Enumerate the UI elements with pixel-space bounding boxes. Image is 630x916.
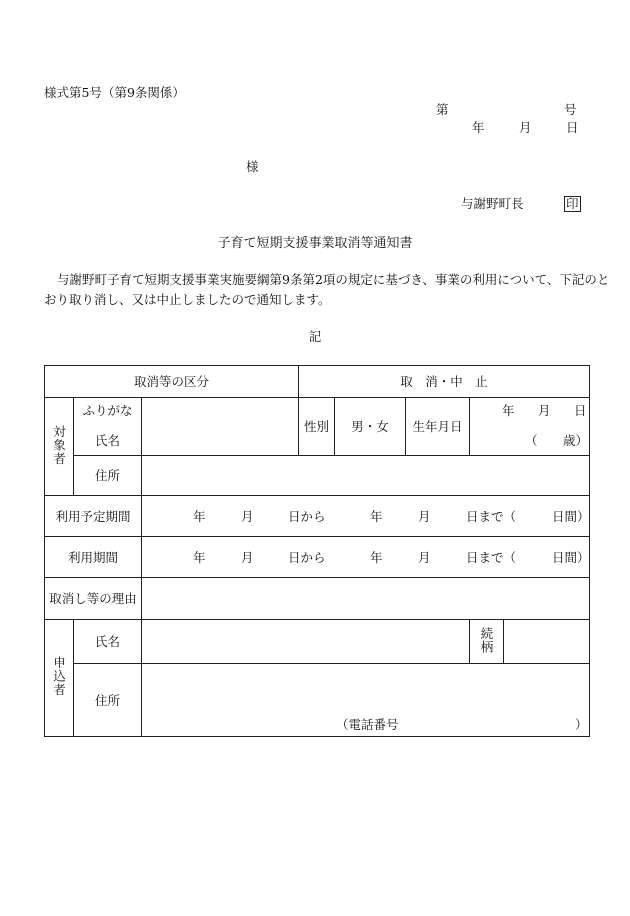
pp-from-month: 月	[241, 509, 254, 524]
birth-month: 月	[538, 403, 551, 418]
period-field[interactable]	[142, 537, 590, 578]
subject-label: 対象者	[51, 424, 67, 466]
birth-year: 年	[502, 403, 515, 418]
issuer-name: 与謝野町長	[461, 196, 524, 211]
p-to-year: 年	[370, 550, 383, 565]
p-from-year: 年	[193, 550, 206, 565]
pp-to-month: 月	[418, 509, 431, 524]
p-to-month: 月	[418, 550, 431, 565]
planned-period-label: 利用予定期間	[45, 496, 142, 537]
furigana-name-labels	[74, 398, 142, 456]
pp-to-day: 日まで（	[466, 509, 517, 524]
relation-label: 続柄	[479, 626, 495, 654]
birth-day: 日	[574, 403, 587, 418]
p-from-month: 月	[241, 550, 254, 565]
date-month: 月	[519, 120, 532, 135]
planned-period-field[interactable]	[142, 496, 590, 537]
notification-form-table	[44, 365, 590, 737]
age-close: 歳）	[563, 433, 589, 448]
birthdate-label: 生年月日	[406, 398, 470, 456]
category-value: 取 消・中 止	[299, 366, 590, 398]
pp-days: 日間）	[552, 509, 590, 524]
applicant-address-field[interactable]	[142, 664, 590, 737]
seal-mark	[564, 196, 581, 212]
relation-field[interactable]	[504, 620, 590, 664]
p-to-day: 日まで（	[466, 550, 517, 565]
reason-field[interactable]	[142, 578, 590, 620]
category-row	[45, 366, 590, 398]
period-row	[45, 537, 590, 578]
document-title: 子育て短期支援事業取消等通知書	[217, 236, 413, 251]
name-label: 氏名	[94, 433, 120, 448]
body-line-2: おり取り消し、又は中止しましたので通知します。	[44, 292, 331, 307]
age-open: （	[525, 433, 538, 448]
p-from-day: 日から	[288, 550, 326, 565]
date-day: 日	[566, 120, 579, 135]
subject-address-row	[45, 456, 590, 496]
reason-label: 取消し等の理由	[45, 578, 142, 620]
date-year: 年	[472, 120, 485, 135]
applicant-address-label: 住所	[74, 664, 142, 737]
gender-label: 性別	[299, 398, 335, 456]
applicant-name-field[interactable]	[142, 620, 470, 664]
category-label: 取消等の区分	[45, 366, 299, 398]
body-line-1: 与謝野町子育て短期支援事業実施要綱第9条第2項の規定に基づき、事業の利用について、下記のと	[57, 272, 610, 287]
birthdate-field[interactable]	[470, 398, 590, 456]
furigana-label: ふりがな	[82, 403, 133, 418]
pp-to-year: 年	[370, 509, 383, 524]
addressee-suffix: 様	[246, 159, 259, 174]
planned-period-row	[45, 496, 590, 537]
document-number-prefix: 第	[436, 102, 449, 117]
subject-label-cell	[45, 398, 74, 496]
period-label: 利用期間	[45, 537, 142, 578]
subject-name-field[interactable]	[142, 398, 299, 456]
applicant-name-row	[45, 620, 590, 664]
reason-row	[45, 578, 590, 620]
applicant-label-cell	[45, 620, 74, 737]
document-number-suffix: 号	[564, 102, 577, 117]
subject-name-row	[45, 398, 590, 456]
subject-address-field[interactable]	[142, 456, 590, 496]
applicant-address-row	[45, 664, 590, 737]
applicant-label: 申込者	[51, 656, 67, 697]
address-label: 住所	[74, 456, 142, 496]
pp-from-year: 年	[193, 509, 206, 524]
seal-label: 印	[566, 196, 579, 211]
phone-close: ）	[575, 717, 588, 732]
relation-label-cell	[470, 620, 504, 664]
pp-from-day: 日から	[288, 509, 326, 524]
ki-heading: 記	[308, 329, 322, 344]
phone-label: （電話番号	[336, 717, 399, 732]
p-days: 日間）	[552, 550, 590, 565]
gender-value[interactable]: 男・女	[335, 398, 406, 456]
form-number: 様式第5号（第9条関係）	[44, 85, 185, 100]
applicant-name-label: 氏名	[74, 620, 142, 664]
